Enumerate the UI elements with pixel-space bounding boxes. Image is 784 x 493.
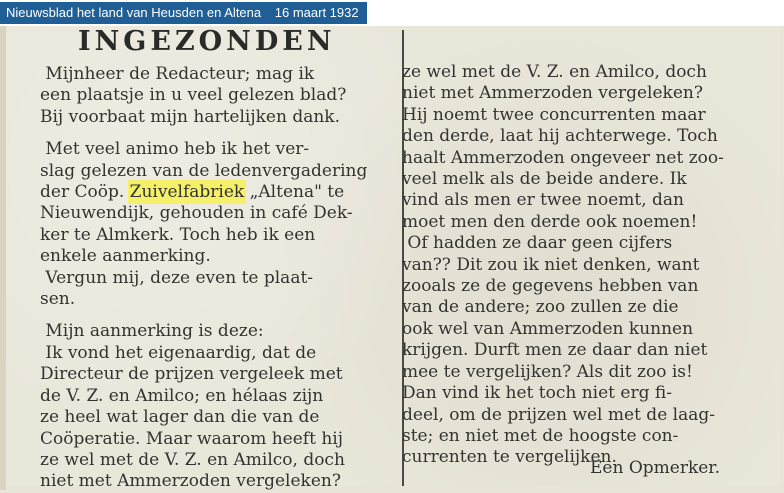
text-fragment: der Coöp. bbox=[40, 182, 130, 203]
text-line: een plaatsje in u veel gelezen blad? bbox=[40, 85, 347, 106]
text-line: van?? Dit zou ik niet denken, want bbox=[402, 254, 700, 275]
caption-header bbox=[0, 0, 784, 26]
text-line: Ik vond het eigenaardig, dat de bbox=[40, 342, 317, 363]
text-line: Dan vind ik het toch niet erg fi- bbox=[402, 383, 672, 404]
text-line: Coöperatie. Maar waarom heeft hij bbox=[40, 428, 343, 449]
text-line: sen. bbox=[40, 289, 76, 310]
text-line: haalt Ammerzoden ongeveer net zoo- bbox=[402, 147, 724, 168]
text-line: Of hadden ze daar geen cijfers bbox=[402, 233, 673, 254]
text-line: krijgen. Durft men ze daar dan niet bbox=[402, 340, 708, 361]
newspaper-clipping bbox=[6, 26, 780, 492]
text-line: enkele aanmerking. bbox=[40, 246, 211, 267]
text-line: ze wel met de V. Z. en Amilco, doch bbox=[402, 62, 707, 82]
text-line: ze heel wat lager dan die van de bbox=[40, 407, 320, 428]
text-line: Met veel animo heb ik het ver- bbox=[40, 139, 310, 160]
text-line: ker te Almkerk. Toch heb ik een bbox=[40, 224, 316, 245]
text-line: van de andere; zoo zullen ze die bbox=[402, 297, 679, 318]
text-line: slag gelezen van de ledenvergadering bbox=[40, 160, 368, 181]
publication-date: 16 maart 1932 bbox=[274, 5, 359, 20]
article-heading: INGEZONDEN bbox=[78, 26, 336, 57]
text-line: Vergun mij, deze even te plaat- bbox=[40, 267, 314, 288]
text-line: ze wel met de V. Z. en Amilco, doch bbox=[40, 449, 345, 470]
text-line: ste; en niet met de hoogste con- bbox=[402, 425, 679, 446]
article-signature: Een Opmerker. bbox=[590, 458, 720, 478]
text-line: currenten te vergelijken. bbox=[402, 447, 617, 468]
text-line: vind als men er twee noemt, dan bbox=[402, 190, 684, 211]
newspaper-title: Nieuwsblad het land van Heusden en Altena bbox=[6, 5, 262, 20]
text-line: Nieuwendijk, gehouden in café Dek- bbox=[40, 203, 353, 224]
text-line: Mijn aanmerking is deze: bbox=[40, 321, 264, 342]
text-line: Hij noemt twee concurrenten maar bbox=[402, 104, 706, 125]
text-line: niet met Ammerzoden vergeleken? bbox=[40, 471, 341, 492]
text-line: veel melk als de beide andere. Ik bbox=[402, 169, 687, 190]
caption-bar bbox=[0, 2, 367, 24]
text-fragment: „Altena" te bbox=[244, 182, 345, 203]
text-line: mee te vergelijken? Als dit zoo is! bbox=[402, 361, 693, 382]
text-line: niet met Ammerzoden vergeleken? bbox=[402, 83, 703, 104]
text-line: Mijnheer de Redacteur; mag ik bbox=[40, 64, 315, 84]
text-line: de V. Z. en Amilco; en hélaas zijn bbox=[40, 385, 324, 406]
text-line: ook wel van Ammerzoden kunnen bbox=[402, 318, 694, 339]
text-line: Bij voorbaat mijn hartelijken dank. bbox=[40, 106, 341, 127]
text-line-highlighted bbox=[40, 182, 390, 203]
article-column-left bbox=[40, 64, 390, 493]
text-line: zooals ze de gegevens hebben van bbox=[402, 276, 699, 297]
article-column-right bbox=[402, 62, 776, 469]
text-line: deel, om de prijzen wel met de laag- bbox=[402, 404, 715, 425]
text-line: moet men den derde ook noemen! bbox=[402, 211, 698, 232]
text-line: Directeur de prijzen vergeleek met bbox=[40, 364, 343, 385]
text-line: den derde, laat hij achterwege. Toch bbox=[402, 126, 718, 147]
search-highlight: Zuivelfabriek bbox=[129, 182, 245, 203]
